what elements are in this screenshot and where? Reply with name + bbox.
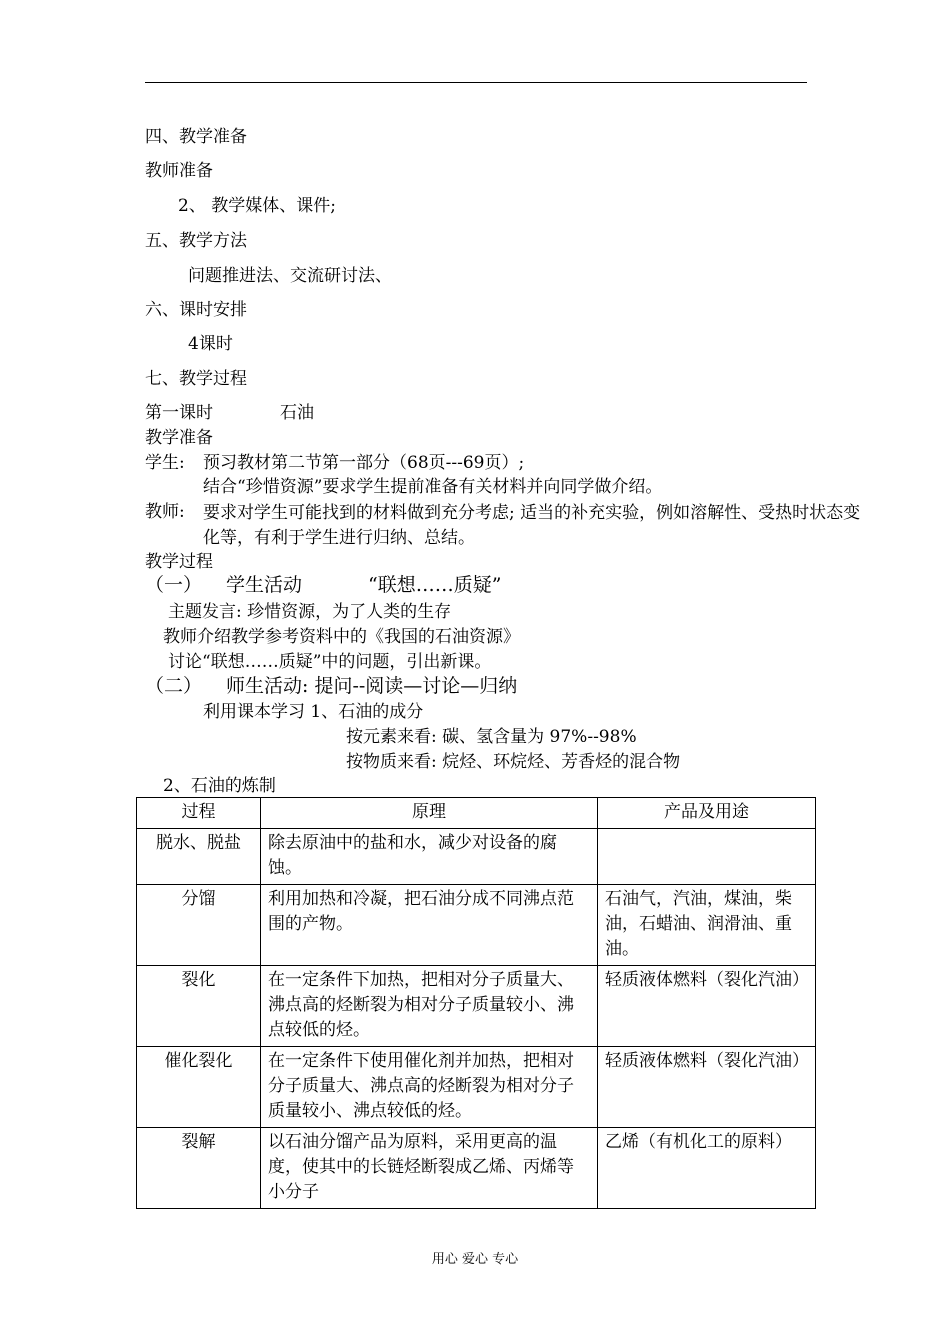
- activity-2-line-4: 2、石油的炼制: [163, 776, 276, 796]
- activity-2-number: （二）: [145, 675, 203, 697]
- student-line-1: 预习教材第二节第一部分（68页---69页）;: [203, 453, 525, 473]
- cell-process: 分馏: [137, 885, 261, 966]
- lesson-topic: 石油: [280, 403, 314, 423]
- media-item: 2、 教学媒体、课件;: [178, 196, 336, 216]
- methods-text: 问题推进法、交流研讨法、: [188, 266, 392, 286]
- teacher-text: 要求对学生可能找到的材料做到充分考虑; 适当的补充实验，例如溶解性、受热时状态变化等，有利于学生进行归纳、总结。: [203, 503, 861, 548]
- teacher-prep-heading: 教师准备: [145, 161, 213, 181]
- hours-text: 4课时: [188, 334, 233, 354]
- activity-2-line-2: 按元素来看: 碳、氢含量为 97%--98%: [346, 727, 637, 747]
- cell-products: 轻质液体燃料（裂化汽油）: [598, 1047, 816, 1128]
- teacher-label: 教师:: [145, 502, 185, 522]
- page-footer: 用心 爱心 专心: [431, 1252, 519, 1267]
- student-label: 学生:: [145, 453, 185, 473]
- header-process: 过程: [137, 798, 261, 829]
- activity-1-line-3: 讨论“联想……质疑”中的问题，引出新课。: [168, 652, 492, 672]
- activity-1-quote: “联想……质疑”: [368, 574, 502, 596]
- activity-2-label: 师生活动: 提问--阅读—讨论—归纳: [226, 675, 518, 697]
- activity-1-label: 学生活动: [226, 574, 303, 596]
- activity-1-line-1: 主题发言: 珍惜资源，为了人类的生存: [168, 602, 452, 622]
- prep-title: 教学准备: [145, 428, 213, 448]
- cell-products: 乙烯（有机化工的原料）: [598, 1128, 816, 1209]
- cell-principle: 除去原油中的盐和水，减少对设备的腐蚀。: [261, 829, 598, 885]
- cell-process: 裂化: [137, 966, 261, 1047]
- activity-2-line-3: 按物质来看: 烷烃、环烷烃、芳香烃的混合物: [346, 752, 681, 772]
- cell-process: 脱水、脱盐: [137, 829, 261, 885]
- activity-1-line-2: 教师介绍教学参考资料中的《我国的石油资源》: [163, 627, 520, 647]
- header-rule: [145, 82, 807, 83]
- section-7-title: 七、教学过程: [145, 369, 247, 389]
- cell-products: [598, 829, 816, 885]
- cell-products: 石油气，汽油，煤油，柴油，石蜡油、润滑油、重油。: [598, 885, 816, 966]
- table-header-row: [137, 798, 816, 829]
- cell-principle: 以石油分馏产品为原料，采用更高的温度，使其中的长链烃断裂成乙烯、丙烯等小分子: [261, 1128, 598, 1209]
- header-principle: 原理: [261, 798, 598, 829]
- cell-process: 裂解: [137, 1128, 261, 1209]
- cell-products: 轻质液体燃料（裂化汽油）: [598, 966, 816, 1047]
- header-products: 产品及用途: [598, 798, 816, 829]
- table-row: [137, 966, 816, 1047]
- cell-principle: 在一定条件下使用催化剂并加热，把相对分子质量大、沸点高的烃断裂为相对分子质量较小、沸点较低的烃。: [261, 1047, 598, 1128]
- cell-principle: 在一定条件下加热，把相对分子质量大、沸点高的烃断裂为相对分子质量较小、沸点较低的烃。: [261, 966, 598, 1047]
- section-5-title: 五、教学方法: [145, 231, 247, 251]
- section-6-title: 六、课时安排: [145, 300, 247, 320]
- activity-1-number: （一）: [145, 574, 203, 596]
- table-row: [137, 829, 816, 885]
- refining-table: [136, 797, 816, 1209]
- cell-principle: 利用加热和冷凝，把石油分成不同沸点范围的产物。: [261, 885, 598, 966]
- table-row: [137, 1128, 816, 1209]
- student-line-2: 结合“珍惜资源”要求学生提前准备有关材料并向同学做介绍。: [203, 477, 663, 497]
- process-title: 教学过程: [145, 552, 213, 572]
- section-4-title: 四、教学准备: [145, 127, 247, 147]
- table-row: [137, 885, 816, 966]
- table-row: [137, 1047, 816, 1128]
- activity-2-line-1: 利用课本学习 1、石油的成分: [203, 702, 424, 722]
- lesson-label: 第一课时: [145, 403, 213, 423]
- cell-process: 催化裂化: [137, 1047, 261, 1128]
